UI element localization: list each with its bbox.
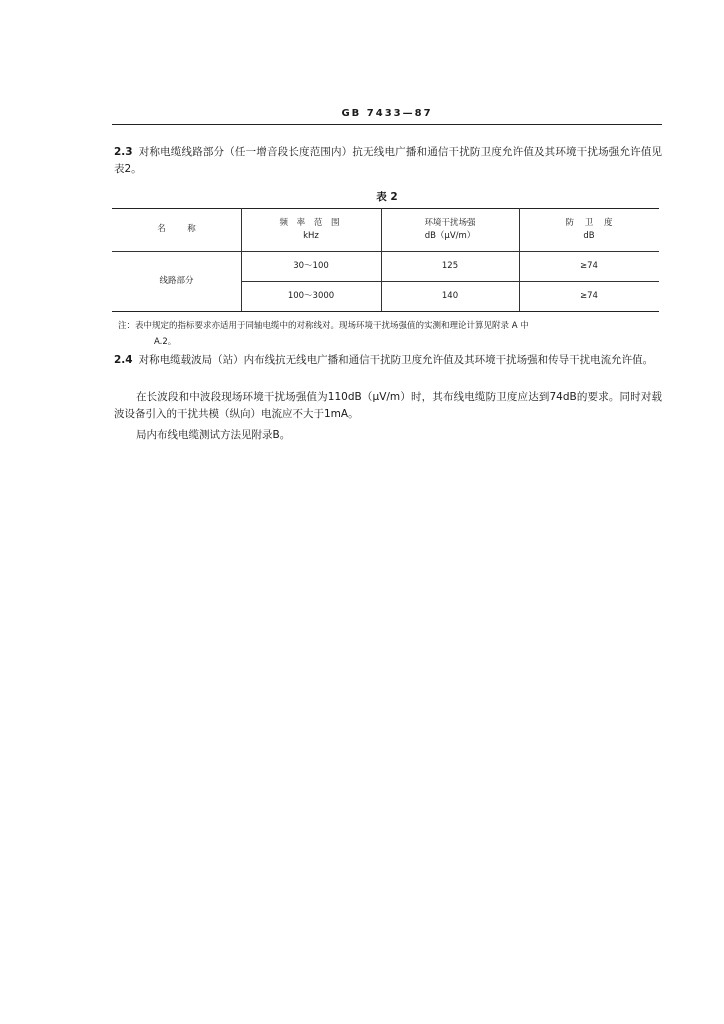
document-header: GB 7433—87 (341, 108, 433, 119)
table-bottom-rule (112, 311, 659, 312)
table-2 (112, 208, 659, 312)
table-cell-field-strength: 125 (441, 260, 459, 271)
table-note-line (118, 318, 662, 334)
section-text: 对称电缆线路部分（任一增音段长度范围内）抗无线电广播和通信干扰防卫度允许值及其环境干扰场强允许值见表2。 (114, 146, 662, 175)
header-frequency-label: 频 率 范 围 (279, 217, 343, 228)
section-2-4 (114, 352, 662, 369)
header-field-strength-label: 环境干扰场强 (424, 217, 476, 228)
header-name (112, 208, 241, 251)
table-cell-protection: ≥74 (580, 290, 598, 301)
row-group-label: 线路部分 (159, 275, 194, 286)
table-note-prefix: 注： (118, 321, 136, 331)
header-frequency-unit: kHz (303, 230, 319, 241)
section-2-3 (114, 144, 662, 178)
header-field-strength-unit: dB（μV/m） (424, 230, 476, 241)
section-number: 2.4 (114, 354, 133, 366)
section-text: 对称电缆载波局（站）内布线抗无线电广播和通信干扰防卫度允许值及其环境干扰场强和传导干扰电流允许值。 (138, 354, 654, 366)
header-rule (112, 124, 662, 125)
table-note-text: 表中规定的指标要求亦适用于同轴电缆中的对称线对。现场环境干扰场强值的实测和理论计算见附录 A 中 (135, 321, 529, 331)
table-cell-frequency: 100～3000 (287, 290, 335, 301)
table-caption: 表 2 (376, 191, 398, 203)
header-frequency (241, 208, 381, 251)
header-name-label: 名 称 (157, 224, 196, 234)
section-number: 2.3 (114, 146, 133, 158)
table-cell-frequency: 30～100 (293, 260, 329, 271)
header-field-strength (381, 208, 519, 251)
table-cell-field-strength: 140 (441, 290, 459, 301)
paragraph-requirement: 在长波段和中波段现场环境干扰场强值为110dB（μV/m）时，其布线电缆防卫度应达到74dB的要求。同时对载波设备引入的干扰共模（纵向）电流应不大于1mA。 (114, 391, 662, 420)
paragraph-test-method: 局内布线电缆测试方法见附录B。 (136, 429, 291, 441)
header-protection-unit: dB (583, 230, 595, 241)
table-note-continuation: A.2。 (154, 337, 177, 347)
table-note (118, 318, 662, 350)
table-cell-protection: ≥74 (580, 260, 598, 271)
header-protection (519, 208, 659, 251)
header-protection-label: 防 卫 度 (565, 217, 613, 228)
